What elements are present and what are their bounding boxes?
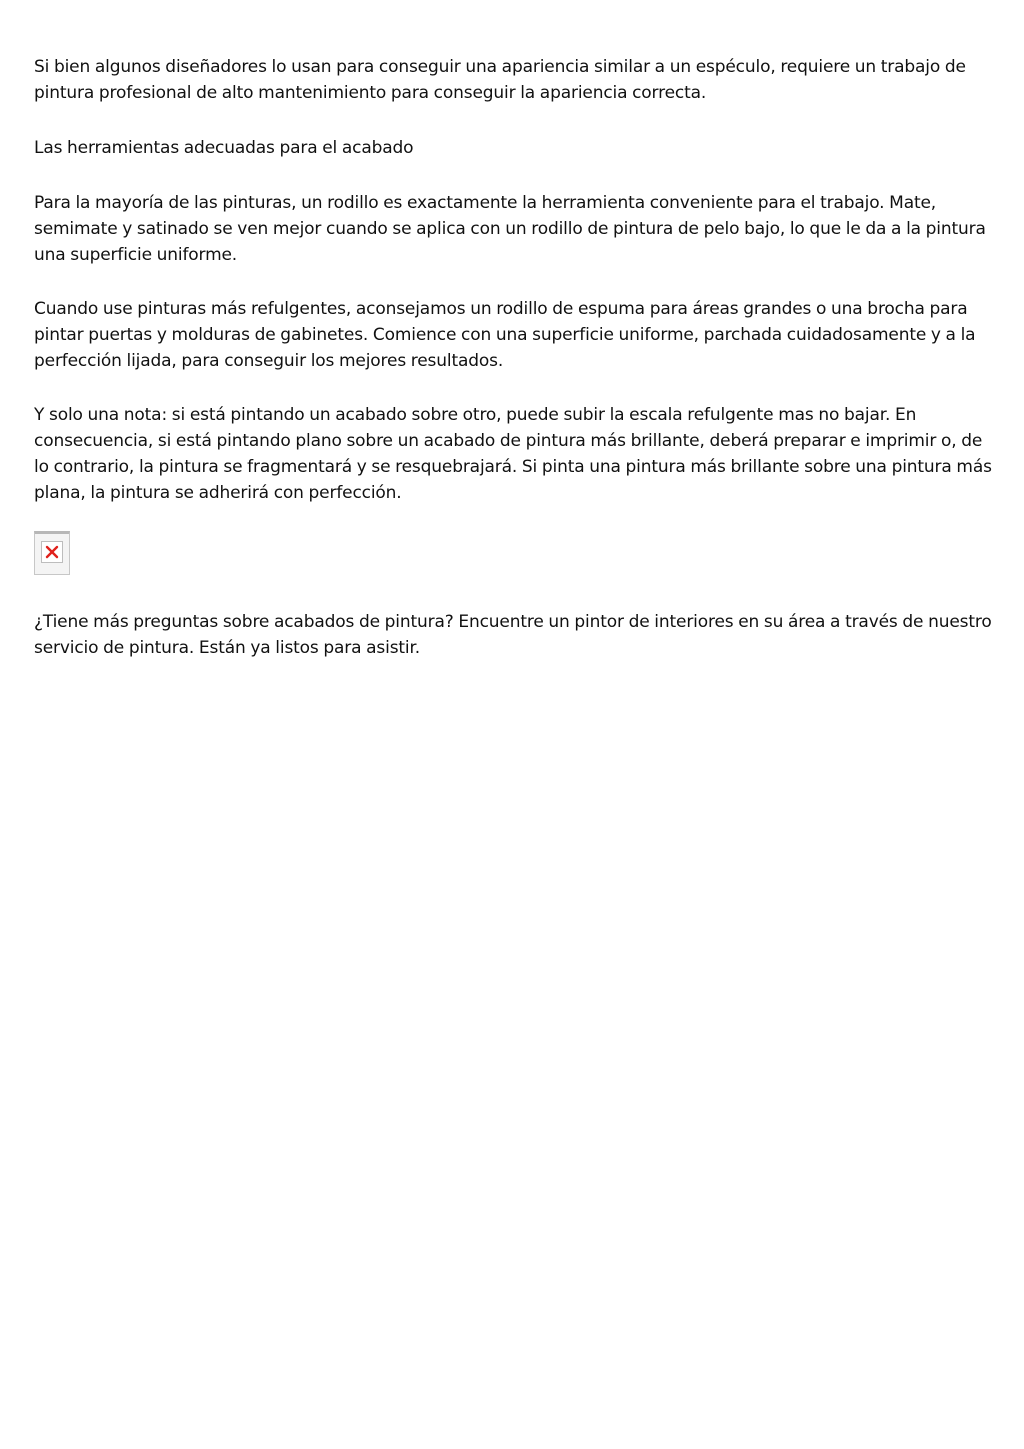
paragraph-closing: ¿Tiene más preguntas sobre acabados de pintura? Encuentre un pintor de interiores en su área a través de nuestro servicio de pintura. Están ya listos para asistir. bbox=[34, 612, 992, 658]
paragraph-intro: Si bien algunos diseñadores lo usan para conseguir una apariencia similar a un espéculo, requiere un trabajo de pintura profesional de alto mantenimiento para conseguir la apariencia correcta. bbox=[34, 57, 966, 103]
paragraph-glossy-paints: Cuando use pinturas más refulgentes, aconsejamos un rodillo de espuma para áreas grandes o una brocha para pintar puertas y molduras de gabinetes. Comience con una superficie uniforme, parchada cuidadosamente y a la perfección lijada, para conseguir los mejores resultados. bbox=[34, 299, 976, 371]
section-heading-tools: Las herramientas adecuadas para el acabado bbox=[34, 138, 414, 158]
paragraph-roller: Para la mayoría de las pinturas, un rodillo es exactamente la herramienta conveniente para el trabajo. Mate, semimate y satinado se ven mejor cuando se aplica con un rodillo de pintura de pelo bajo, lo que le da a la pintura una superficie uniforme. bbox=[34, 193, 986, 265]
broken-image-frame bbox=[41, 541, 63, 563]
red-x-icon bbox=[45, 545, 59, 559]
paragraph-note: Y solo una nota: si está pintando un acabado sobre otro, puede subir la escala refulgente mas no bajar. En consecuencia, si está pintando plano sobre un acabado de pintura más brillante, deberá preparar e imprimir o, de lo contrario, la pintura se fragmentará y se resquebrajará. Si pinta una pintura más brillante sobre una pintura más plana, la pintura se adherirá con perfección. bbox=[34, 405, 992, 503]
document-page bbox=[34, 54, 996, 686]
broken-image-icon bbox=[34, 531, 70, 575]
